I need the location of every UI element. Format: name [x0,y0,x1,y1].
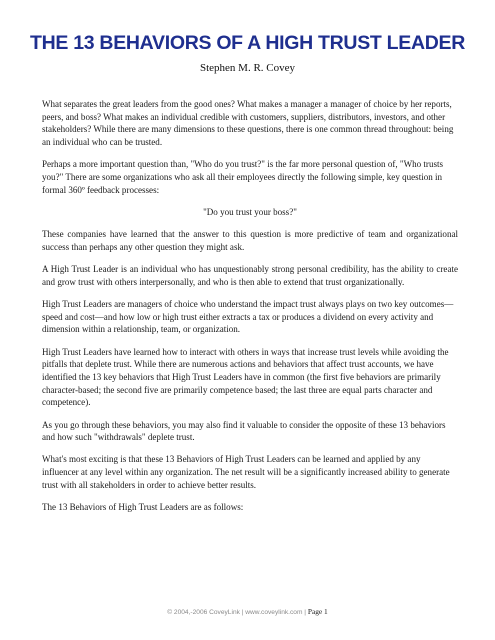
paragraph: A High Trust Leader is an individual who has unquestionably strong personal credibility, has the ability to create and grow trust with others interpersonally, and who is then able to extend that trust organizationally. [42,264,458,287]
paragraph: As you go through these behaviors, you may also find it valuable to consider the opposite of these 13 behaviors and how such "withdrawals" deplete trust. [42,419,446,443]
document-title: THE 13 BEHAVIORS OF A HIGH TRUST LEADER [29,32,466,54]
paragraph: What's most exciting is that these 13 Behaviors of High Trust Leaders can be learned and applied by any influencer at any level within any organization. The net result will be a significantly increased ability to generate trust with all stakeholders in order to achieve better results. [42,454,450,490]
paragraph: The 13 Behaviors of High Trust Leaders are as follows: [42,502,244,513]
page-footer [0,607,495,616]
quoted-question: "Do you trust your boss?" [203,206,297,217]
document-body [42,98,458,523]
footer-copyright: © 2004,-2006 CoveyLink | www.coveylink.com | [167,609,306,616]
paragraph: These companies have learned that the answer to this question is more predictive of team and organizational success than perhaps any other question they might ask. [42,229,458,252]
paragraph: High Trust Leaders have learned how to interact with others in ways that increase trust levels while avoiding the pitfalls that deplete trust. While there are numerous actions and behaviors that affect trust accounts, we have identified the 13 key behaviors that High Trust Leaders have in common (the first five behaviors are primarily character-based; the second five are primarily competence based; the last three are equal parts character and competence). [42,346,449,408]
author-name: Stephen M. R. Covey [199,62,296,74]
paragraph: What separates the great leaders from the good ones? What makes a manager a manager of choice by her reports, peers, and boss? What makes an individual credible with customers, suppliers, distributors, investors, and other stakeholders? While there are many dimensions to these questions, there is one common thread throughout: being an individual who can be trusted. [42,99,454,148]
paragraph: Perhaps a more important question than, "Who do you trust?" is the far more personal question of, "Who trusts you?" There are some organizations who ask all their employees directly the following simple, key question in formal 360º feedback processes: [42,159,444,195]
paragraph: High Trust Leaders are managers of choice who understand the impact trust always plays on two key outcomes—speed and cost—and how low or high trust either extracts a tax or produces a dividend on every activity and dimension within a relationship, team, or organization. [42,298,454,335]
page-number: Page 1 [307,607,328,616]
